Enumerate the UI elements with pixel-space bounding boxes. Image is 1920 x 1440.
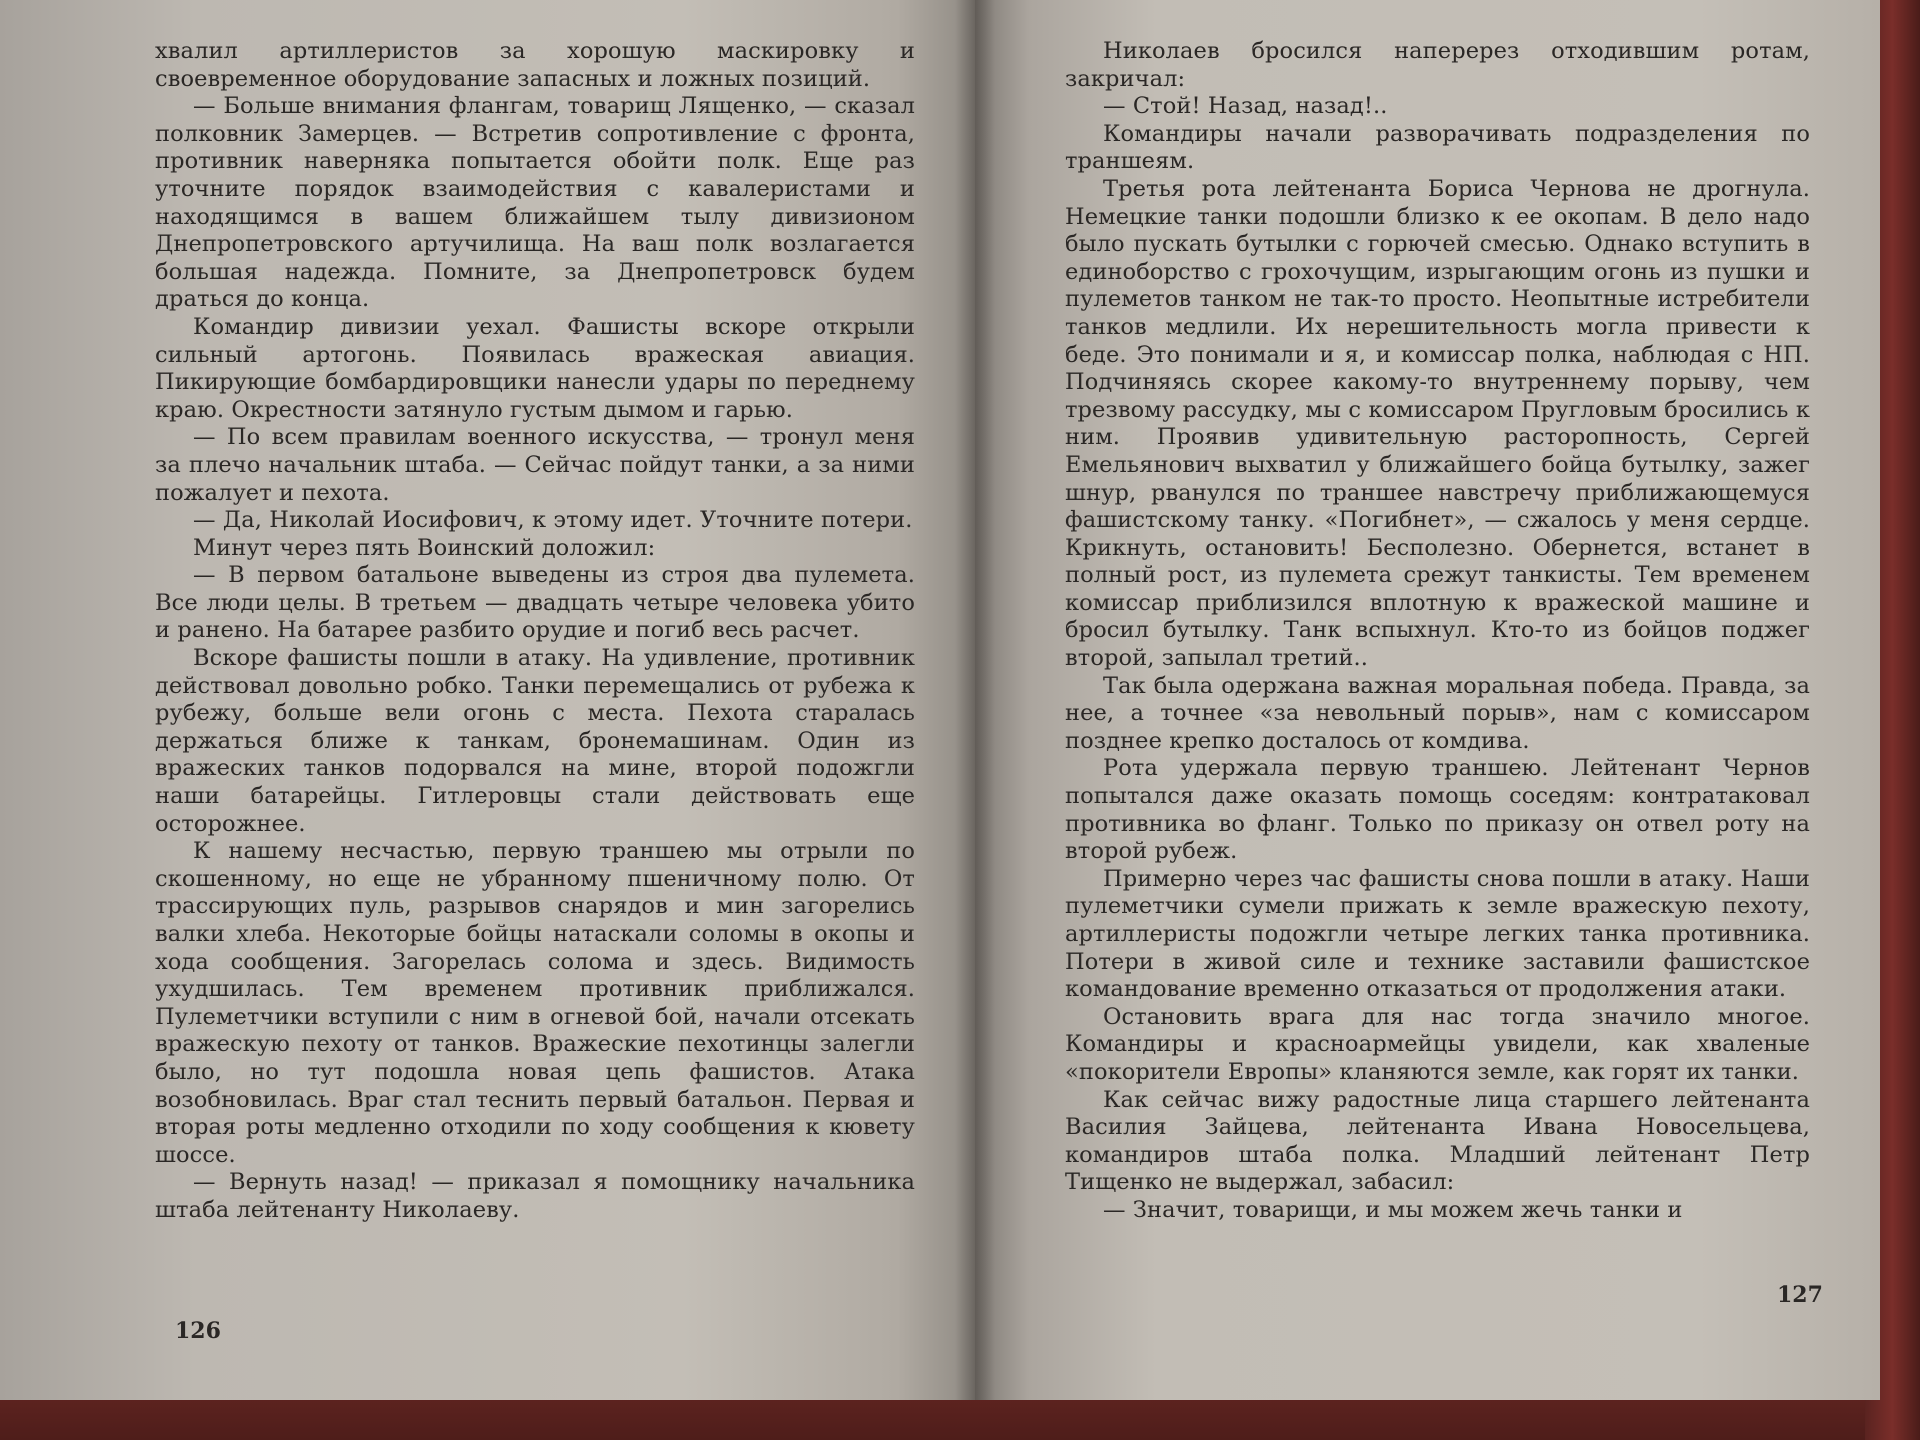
paragraph: Примерно через час фашисты снова пошли в атаку. Наши пулеметчики сумели прижать к земле вражескую пехоту, артиллеристы подожгли четыре легких танка противника. Потери в живой силе и технике заставили фашистское командование временно отказаться от продолжения атаки. [1065,865,1810,1003]
left-page-text [155,38,915,1225]
right-page-text [1065,38,1810,1225]
paragraph: — В первом батальоне выведены из строя два пулемета. Все люди целы. В третьем — двадцать четыре человека убито и ранено. На батарее разбито орудие и погиб весь расчет. [155,562,915,644]
paragraph: хвалил артиллеристов за хорошую маскировку и своевременное оборудование запасных и ложных позиций. [155,38,915,92]
paragraph: Командиры начали разворачивать подразделения по траншеям. [1065,120,1810,175]
paragraph: — Вернуть назад! — приказал я помощнику начальника штаба лейтенанту Николаеву. [155,1169,915,1223]
paragraph: — Стой! Назад, назад!.. [1103,93,1388,120]
right-page-number: 127 [1777,1282,1823,1308]
left-page [0,0,975,1400]
paragraph: Третья рота лейтенанта Бориса Чернова не дрогнула. Немецкие танки подошли близко к ее окопам. В дело надо было пускать бутылки с горючей смесью. Однако вступить в единоборство с грохочущим, изрыгающим огонь из пушки и пулеметов танком не так-то просто. Неопытные истребители танков медлили. Их нерешительность могла привести к беде. Это понимали и я, и комиссар полка, наблюдая с НП. Подчиняясь скорее какому-то внутреннему порыву, чем трезвому рассудку, мы с комиссаром Пругловым бросились к ним. Проявив удивительную расторопность, Сергей Емельянович выхватил у ближайшего бойца бутылку, зажег шнур, рванулся по траншее навстречу приближающемуся фашистскому танку. «Погибнет», — сжалось у меня сердце. Крикнуть, остановить! Бесполезно. Обернется, встанет в полный рост, из пулемета срежут танкисты. Тем временем комиссар приблизился вплотную к вражеской машине и бросил бутылку. Танк вспыхнул. Кто-то из бойцов поджег второй, запылал третий.. [1065,175,1810,672]
paragraph: — По всем правилам военного искусства, — тронул меня за плечо начальник штаба. — Сейчас пойдут танки, а за ними пожалует и пехота. [155,424,915,506]
left-page-number: 126 [175,1318,221,1344]
paragraph: Минут через пять Воинский доложил: [193,534,656,561]
paragraph: Вскоре фашисты пошли в атаку. На удивление, противник действовал довольно робко. Танки перемещались от рубежа к рубежу, больше вели огонь с места. Пехота старалась держаться ближе к танкам, бронемашинам. Один из вражеских танков подорвался на мине, второй подожгли наши батарейцы. Гитлеровцы стали действовать еще осторожнее. [155,645,915,837]
paragraph: Николаев бросился наперерез отходившим ротам, закричал: [1065,38,1810,92]
paragraph: — Да, Николай Иосифович, к этому идет. Уточните потери. [193,507,913,534]
paragraph: К нашему несчастью, первую траншею мы отрыли по скошенному, но еще не убранному пшеничному полю. От трассирующих пуль, разрывов снарядов и мин загорелись валки хлеба. Некоторые бойцы натаскали соломы в окопы и хода сообщения. Загорелась солома и здесь. Видимость ухудшилась. Тем временем противник приближался. Пулеметчики вступили с ним в огневой бой, начали отсекать вражескую пехоту от танков. Вражеские пехотинцы залегли было, но тут подошла новая цепь фашистов. Атака возобновилась. Враг стал теснить первый батальон. Первая и вторая роты медленно отходили по ходу сообщения к кювету шоссе. [155,838,915,1168]
book-spine-gutter [955,0,995,1400]
paragraph: — Значит, товарищи, и мы можем жечь танки и [1103,1196,1683,1223]
paragraph: Так была одержана важная моральная победа. Правда, за нее, а точнее «за невольный порыв», нам с комиссаром позднее крепко досталось от комдива. [1065,672,1810,754]
paragraph: Остановить врага для нас тогда значило многое. Командиры и красноармейцы увидели, как хваленые «покорители Европы» кланяются земле, как горят их танки. [1065,1003,1810,1085]
paragraph: Как сейчас вижу радостные лица старшего лейтенанта Василия Зайцева, лейтенанта Ивана Новосельцева, командиров штаба полка. Младший лейтенант Петр Тищенко не выдержал, забасил: [1065,1086,1810,1196]
paragraph: — Больше внимания флангам, товарищ Лященко, — сказал полковник Замерцев. — Встретив сопротивление с фронта, противник наверняка попытается обойти полк. Еще раз уточните порядок взаимодействия с кавалеристами и находящимся в вашем ближайшем тылу дивизионом Днепропетровского артучилища. На ваш полк возлагается большая надежда. Помните, за Днепропетровск будем драться до конца. [155,93,915,313]
paragraph: Командир дивизии уехал. Фашисты вскоре открыли сильный артогонь. Появилась вражеская авиация. Пикирующие бомбардировщики нанесли удары по переднему краю. Окрестности затянуло густым дымом и гарью. [155,313,915,423]
right-page [975,0,1880,1400]
paragraph: Рота удержала первую траншею. Лейтенант Чернов попытался даже оказать помощь соседям: контратаковал противника во фланг. Только по приказу он отвел роту на второй рубеж. [1065,755,1810,865]
